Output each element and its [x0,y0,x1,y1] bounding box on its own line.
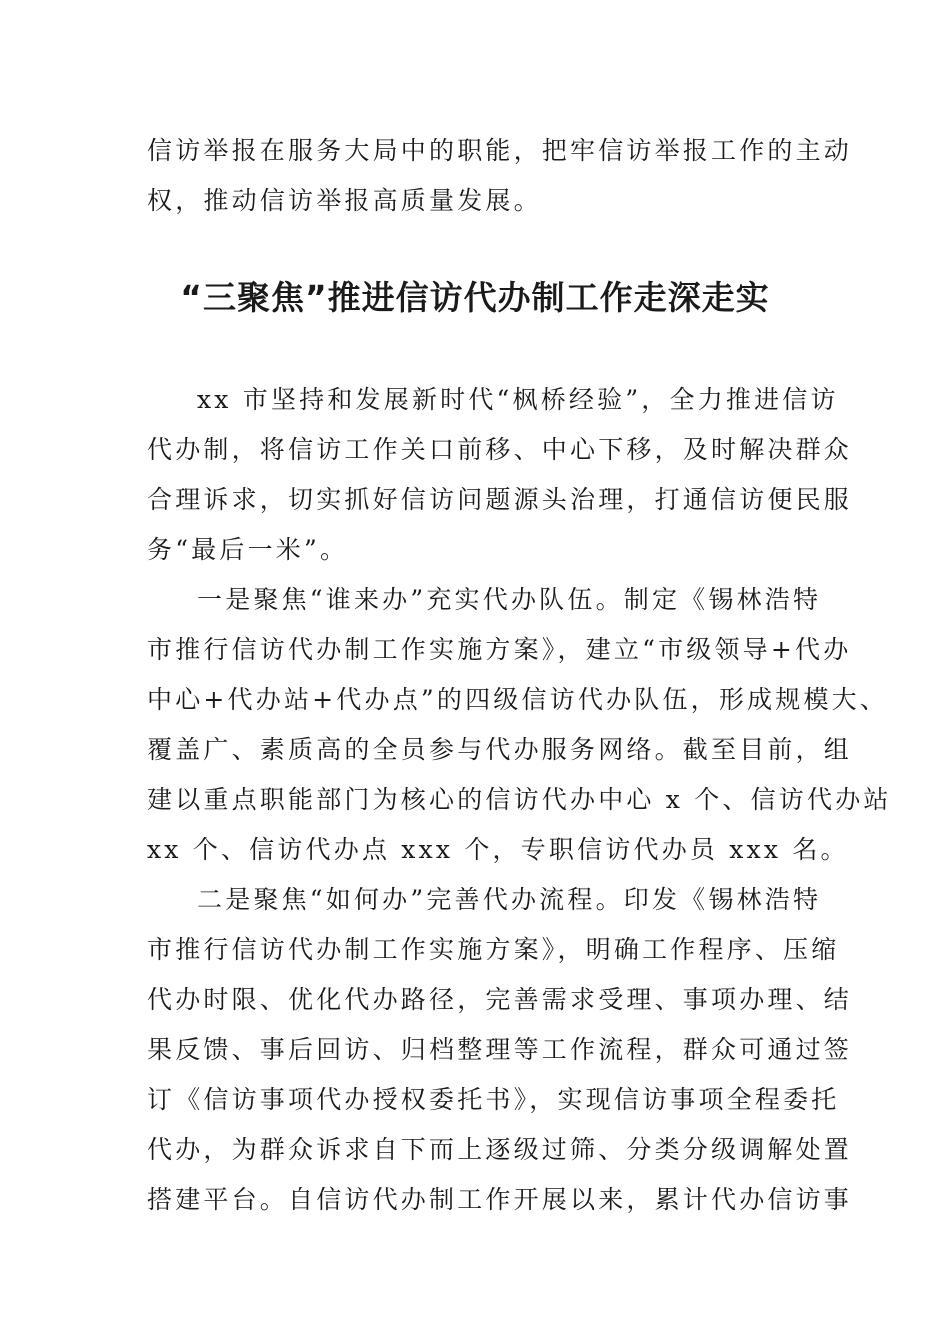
paragraph3-line-7: 搭建平台。自信访代办制工作开展以来，累计代办信访事 [147,1185,853,1214]
paragraph3-line-4: 果反馈、事后回访、归档整理等工作流程，群众可通过签 [147,1035,853,1064]
paragraph3-line-2: 市推行信访代办制工作实施方案》，明确工作程序、压缩 [147,935,840,964]
paragraph2-line-5: 建以重点职能部门为核心的信访代办中心 x 个、信访代办站 [147,785,892,814]
intro-line-2: 权，推动信访举报高质量发展。 [147,186,542,215]
section-title: “三聚焦”推进信访代办制工作走深走实 [180,278,770,317]
paragraph2-line-1: 一是聚焦“谁来办”充实代办队伍。制定《锡林浩特 [197,585,822,614]
intro-line-1: 信访举报在服务大局中的职能，把牢信访举报工作的主动 [147,136,853,165]
paragraph2-line-3: 中心+代办站+代办点”的四级信访代办队伍，形成规模大、 [147,685,889,714]
paragraph3-line-5: 订《信访事项代办授权委托书》，实现信访事项全程委托 [147,1085,840,1114]
paragraph2-line-4: 覆盖广、素质高的全员参与代办服务网络。截至目前，组 [147,735,853,764]
paragraph1-line-3: 合理诉求，切实抓好信访问题源头治理，打通信访便民服 [147,485,853,514]
paragraph1-line-4: 务“最后一米”。 [147,535,349,564]
paragraph3-line-1: 二是聚焦“如何办”完善代办流程。印发《锡林浩特 [197,885,822,914]
paragraph2-line-6: xx 个、信访代办点 xxx 个，专职信访代办员 xxx 名。 [147,835,849,864]
paragraph3-line-3: 代办时限、优化代办路径，完善需求受理、事项办理、结 [147,985,853,1014]
paragraph3-line-6: 代办，为群众诉求自下而上逐级过筛、分类分级调解处置 [147,1135,853,1164]
paragraph2-line-2: 市推行信访代办制工作实施方案》，建立“市级领导+代办 [147,635,852,664]
paragraph1-line-1: xx 市坚持和发展新时代“枫桥经验”，全力推进信访 [197,385,839,414]
paragraph1-line-2: 代办制，将信访工作关口前移、中心下移，及时解决群众 [147,435,853,464]
